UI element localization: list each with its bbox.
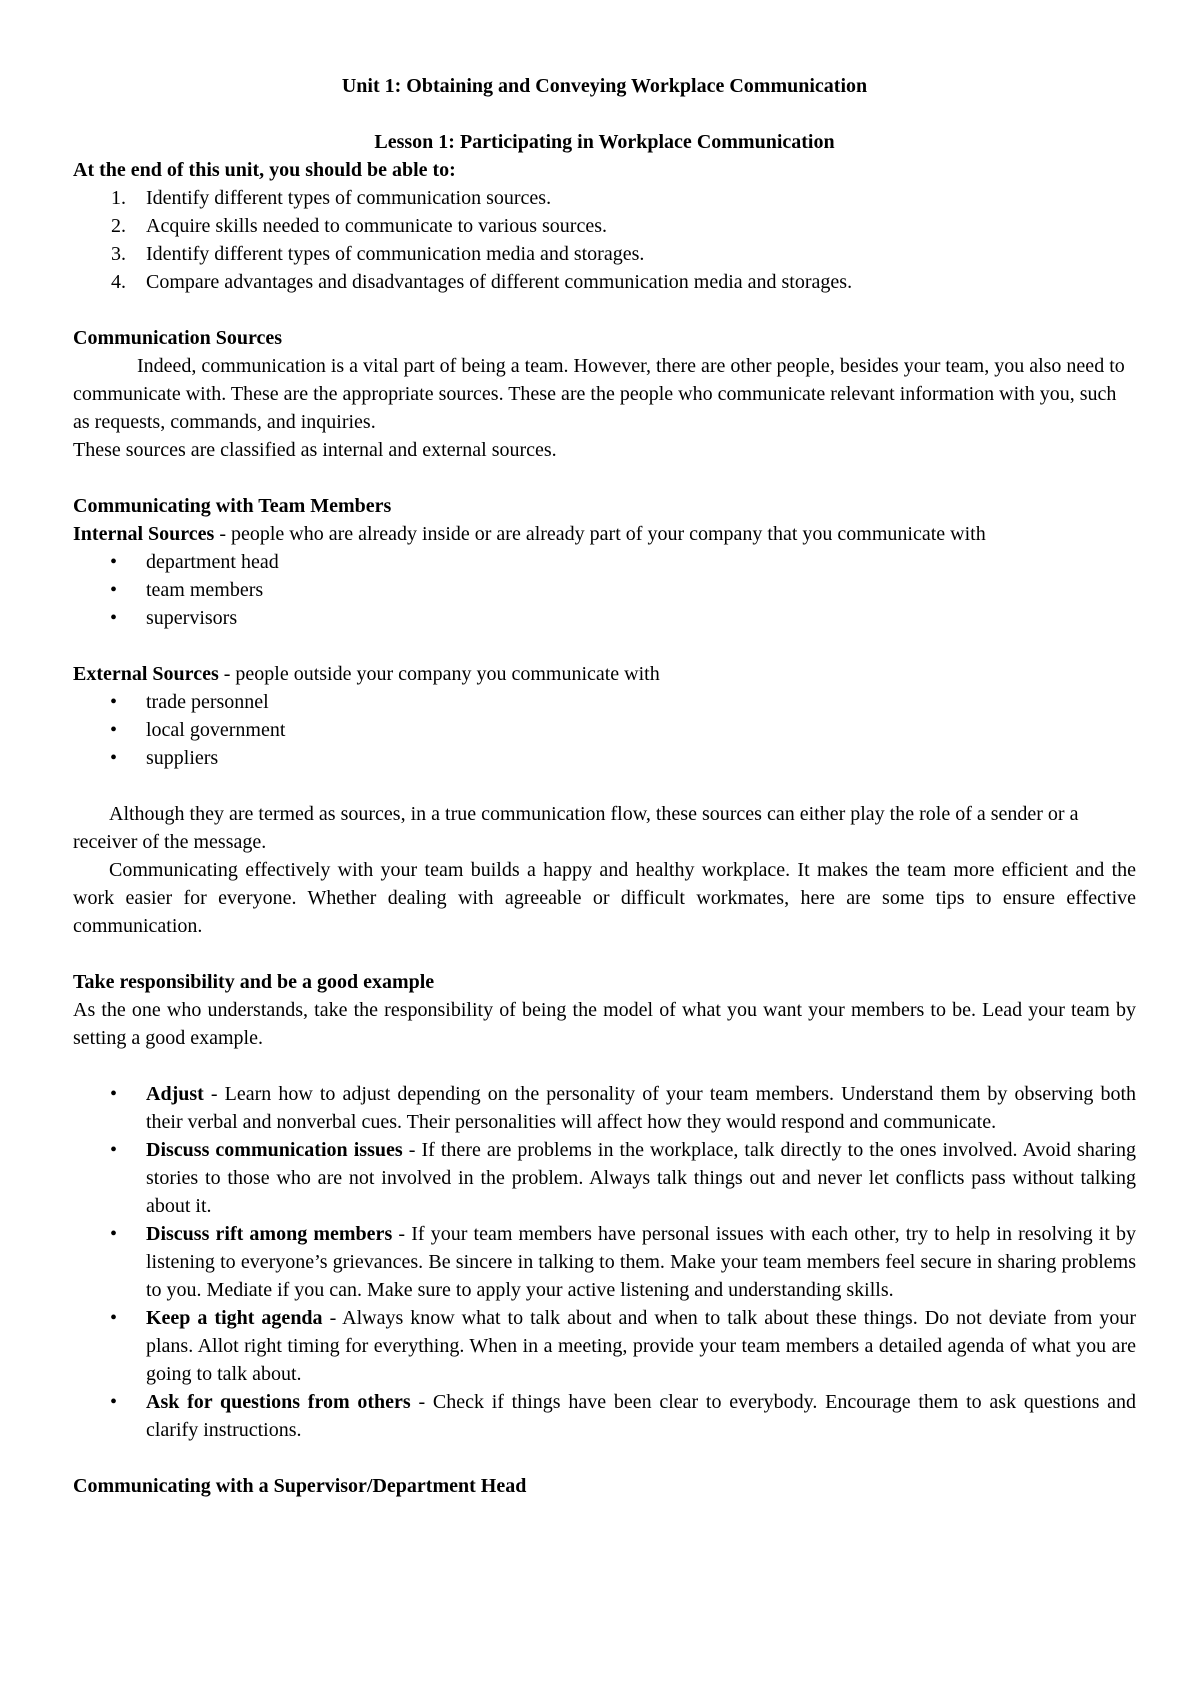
bullet-icon: • xyxy=(110,1307,118,1329)
effective-paragraph: Communicating effectively with your team builds a happy and healthy workplace. It makes the team more efficient and the work easier for everyone. Whether dealing with agreeable or difficult workmates, here are some tips to ensure effective communication. xyxy=(73,859,1136,937)
external-sources-desc: - people outside your company you communicate with xyxy=(218,663,660,685)
tip-label: Discuss rift among members xyxy=(146,1223,393,1245)
list-item-text: trade personnel xyxy=(146,691,269,713)
list-item-text: suppliers xyxy=(146,747,219,769)
tip-label: Discuss communication issues xyxy=(146,1139,403,1161)
tip-text: - Check if things have been clear to everybody. Encourage them to ask questions and clarify instructions. xyxy=(146,1391,1136,1441)
objectives-heading: At the end of this unit, you should be able to: xyxy=(73,159,456,181)
bullet-icon: • xyxy=(110,691,118,713)
list-number: 2. xyxy=(111,215,126,237)
list-item xyxy=(73,240,1136,268)
tip-text: - Learn how to adjust depending on the personality of your team members. Understand them by observing both their verbal and nonverbal cues. Their personalities will affect how they would respond and communicate. xyxy=(146,1083,1136,1133)
list-item xyxy=(73,716,1136,744)
internal-sources-definition xyxy=(73,520,1136,548)
list-item xyxy=(73,688,1136,716)
objectives-list xyxy=(73,184,1136,296)
objective-text: Compare advantages and disadvantages of different communication media and storages. xyxy=(146,271,853,293)
list-item xyxy=(73,576,1136,604)
tip-label: Adjust xyxy=(146,1083,204,1105)
sources-heading: Communication Sources xyxy=(73,327,283,349)
internal-sources-list xyxy=(73,548,1136,632)
list-item xyxy=(73,744,1136,772)
list-number: 1. xyxy=(111,187,126,209)
list-number: 4. xyxy=(111,271,126,293)
objective-text: Acquire skills needed to communicate to various sources. xyxy=(146,215,607,237)
objective-text: Identify different types of communication sources. xyxy=(146,187,552,209)
bullet-icon: • xyxy=(110,579,118,601)
list-item xyxy=(73,184,1136,212)
bullet-icon: • xyxy=(110,1139,118,1161)
list-item xyxy=(73,1080,1136,1136)
bullet-icon: • xyxy=(110,551,118,573)
tips-list xyxy=(73,1080,1136,1444)
list-item-text: supervisors xyxy=(146,607,238,629)
external-sources-list xyxy=(73,688,1136,772)
list-item xyxy=(73,1136,1136,1220)
bullet-icon: • xyxy=(110,1223,118,1245)
list-item xyxy=(73,1304,1136,1388)
external-sources-label: External Sources xyxy=(73,663,219,685)
list-item xyxy=(73,268,1136,296)
document-page xyxy=(73,72,1136,1500)
list-item xyxy=(73,604,1136,632)
sources-classification: These sources are classified as internal and external sources. xyxy=(73,439,557,461)
supervisor-heading: Communicating with a Supervisor/Department Head xyxy=(73,1475,527,1497)
flow-paragraph: Although they are termed as sources, in a true communication flow, these sources can either play the role of a sender or a receiver of the message. xyxy=(73,803,1079,853)
objective-text: Identify different types of communication media and storages. xyxy=(146,243,645,265)
tip-text: - If there are problems in the workplace, talk directly to the ones involved. Avoid sharing stories to those who are not involved in the problem. Always talk things out and never let conflicts pass without talking about it. xyxy=(146,1139,1136,1217)
responsibility-paragraph: As the one who understands, take the responsibility of being the model of what you want your members to be. Lead your team by setting a good example. xyxy=(73,999,1136,1049)
list-number: 3. xyxy=(111,243,126,265)
list-item-text: department head xyxy=(146,551,279,573)
tip-text: - If your team members have personal issues with each other, try to help in resolving it by listening to everyone’s grievances. Be sincere in talking to them. Make your team members feel secure in sharing problems to you. Mediate if you can. Make sure to apply your active listening and understanding skills. xyxy=(146,1223,1137,1301)
bullet-icon: • xyxy=(110,719,118,741)
internal-sources-label: Internal Sources xyxy=(73,523,215,545)
responsibility-heading: Take responsibility and be a good example xyxy=(73,971,435,993)
bullet-icon: • xyxy=(110,747,118,769)
external-sources-definition xyxy=(73,660,1136,688)
tip-text: - Always know what to talk about and when to talk about these things. Do not deviate from your plans. Allot right timing for everything. When in a meeting, provide your team members a detailed agenda of what you are going to talk about. xyxy=(146,1307,1136,1385)
list-item xyxy=(73,1388,1136,1444)
tip-label: Keep a tight agenda xyxy=(146,1307,323,1329)
list-item xyxy=(73,548,1136,576)
bullet-icon: • xyxy=(110,1391,118,1413)
list-item-text: local government xyxy=(146,719,286,741)
unit-title: Unit 1: Obtaining and Conveying Workplace Communication xyxy=(341,75,868,97)
team-members-heading: Communicating with Team Members xyxy=(73,495,392,517)
bullet-icon: • xyxy=(110,607,118,629)
list-item xyxy=(73,212,1136,240)
bullet-icon: • xyxy=(110,1083,118,1105)
list-item xyxy=(73,1220,1136,1304)
sources-paragraph: Indeed, communication is a vital part of being a team. However, there are other people, besides your team, you also need to communicate with. These are the appropriate sources. These are the people who communicate relevant information with you, such as requests, commands, and inquiries. xyxy=(73,355,1125,433)
internal-sources-desc: - people who are already inside or are already part of your company that you communicate with xyxy=(214,523,986,545)
lesson-title: Lesson 1: Participating in Workplace Communication xyxy=(374,131,835,153)
list-item-text: team members xyxy=(146,579,264,601)
tip-label: Ask for questions from others xyxy=(146,1391,411,1413)
